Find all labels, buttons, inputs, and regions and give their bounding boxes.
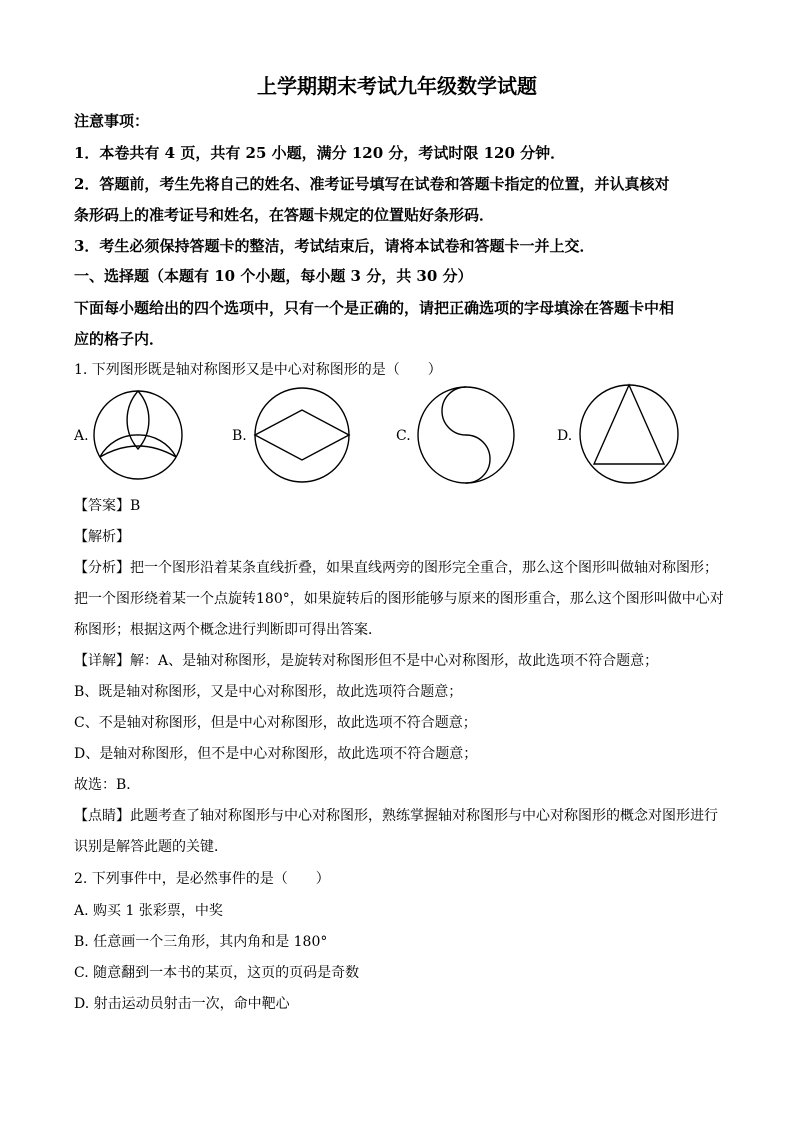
detail-line-3: C、不是轴对称图形，但是中心对称图形，故此选项不符合题意； — [74, 715, 477, 731]
triangle-in-circle-icon — [578, 382, 680, 486]
question-2-option-d: D. 射击运动员射击一次，命中靶心 — [74, 996, 290, 1012]
three-arc-circle-icon — [88, 385, 188, 485]
notice-item-2-line-1: 2．答题前，考生先将自己的姓名、准考证号填写在试卷和答题卡指定的位置，并认真核对 — [74, 175, 670, 193]
analysis-line-2: 把一个图形绕着某一个点旋转180°，如果旋转后的图形能够与原来的图形重合，那么这个图形叫做中心对 — [74, 591, 724, 607]
analysis-line-3: 称图形；根据这两个概念进行判断即可得出答案． — [74, 622, 382, 638]
section-heading: 一、选择题（本题有 10 个小题，每小题 3 分，共 30 分） — [74, 267, 473, 285]
comment-line-2: 识别是解答此题的关键． — [74, 839, 228, 855]
option-d-label: D. — [557, 428, 573, 444]
question-2-stem: 2. 下列事件中，是必然事件的是（ ） — [74, 871, 330, 887]
rhombus-in-circle-icon — [252, 385, 352, 485]
question-1-stem: 1. 下列图形既是轴对称图形又是中心对称图形的是（ ） — [74, 362, 442, 378]
choose-line: 故选：B． — [74, 777, 141, 793]
s-curve-circle-icon — [414, 385, 518, 485]
section-instruction-line-1: 下面每小题给出的四个选项中，只有一个是正确的，请把正确选项的字母填涂在答题卡中相 — [74, 299, 675, 317]
notice-heading: 注意事项： — [74, 112, 150, 130]
question-1-analysis-heading: 【解析】 — [74, 529, 130, 545]
question-1-answer: 【答案】B — [74, 498, 141, 514]
detail-line-2: B、既是轴对称图形，又是中心对称图形，故此选项符合题意； — [74, 684, 463, 700]
notice-item-2-line-2: 条形码上的准考证号和姓名，在答题卡规定的位置贴好条形码． — [74, 206, 495, 224]
page-title: 上学期期末考试九年级数学试题 — [257, 74, 537, 98]
option-c-label: C. — [396, 428, 411, 444]
question-2-option-c: C. 随意翻到一本书的某页，这页的页码是奇数 — [74, 965, 360, 981]
notice-item-1: 1．本卷共有 4 页，共有 25 小题，满分 120 分，考试时限 120 分钟． — [74, 144, 566, 162]
analysis-line-1: 【分析】把一个图形沿着某条直线折叠，如果直线两旁的图形完全重合，那么这个图形叫做轴对称图形； — [74, 560, 718, 576]
question-2-option-b: B. 任意画一个三角形，其内角和是 180° — [74, 934, 328, 950]
option-b-label: B. — [232, 428, 247, 444]
detail-line-1: 【详解】解：A、是轴对称图形，是旋转对称图形但不是中心对称图形，故此选项不符合题意； — [74, 653, 659, 669]
comment-line-1: 【点睛】此题考查了轴对称图形与中心对称图形，熟练掌握轴对称图形与中心对称图形的概念对图形进行 — [74, 808, 718, 824]
notice-item-3: 3．考生必须保持答题卡的整洁，考试结束后，请将本试卷和答题卡一并上交． — [74, 237, 595, 255]
question-2-option-a: A. 购买 1 张彩票，中奖 — [74, 903, 223, 919]
option-a-label: A. — [74, 428, 89, 444]
detail-line-4: D、是轴对称图形，但不是中心对称图形，故此选项不符合题意； — [74, 746, 478, 762]
section-instruction-line-2: 应的格子内． — [74, 330, 165, 348]
